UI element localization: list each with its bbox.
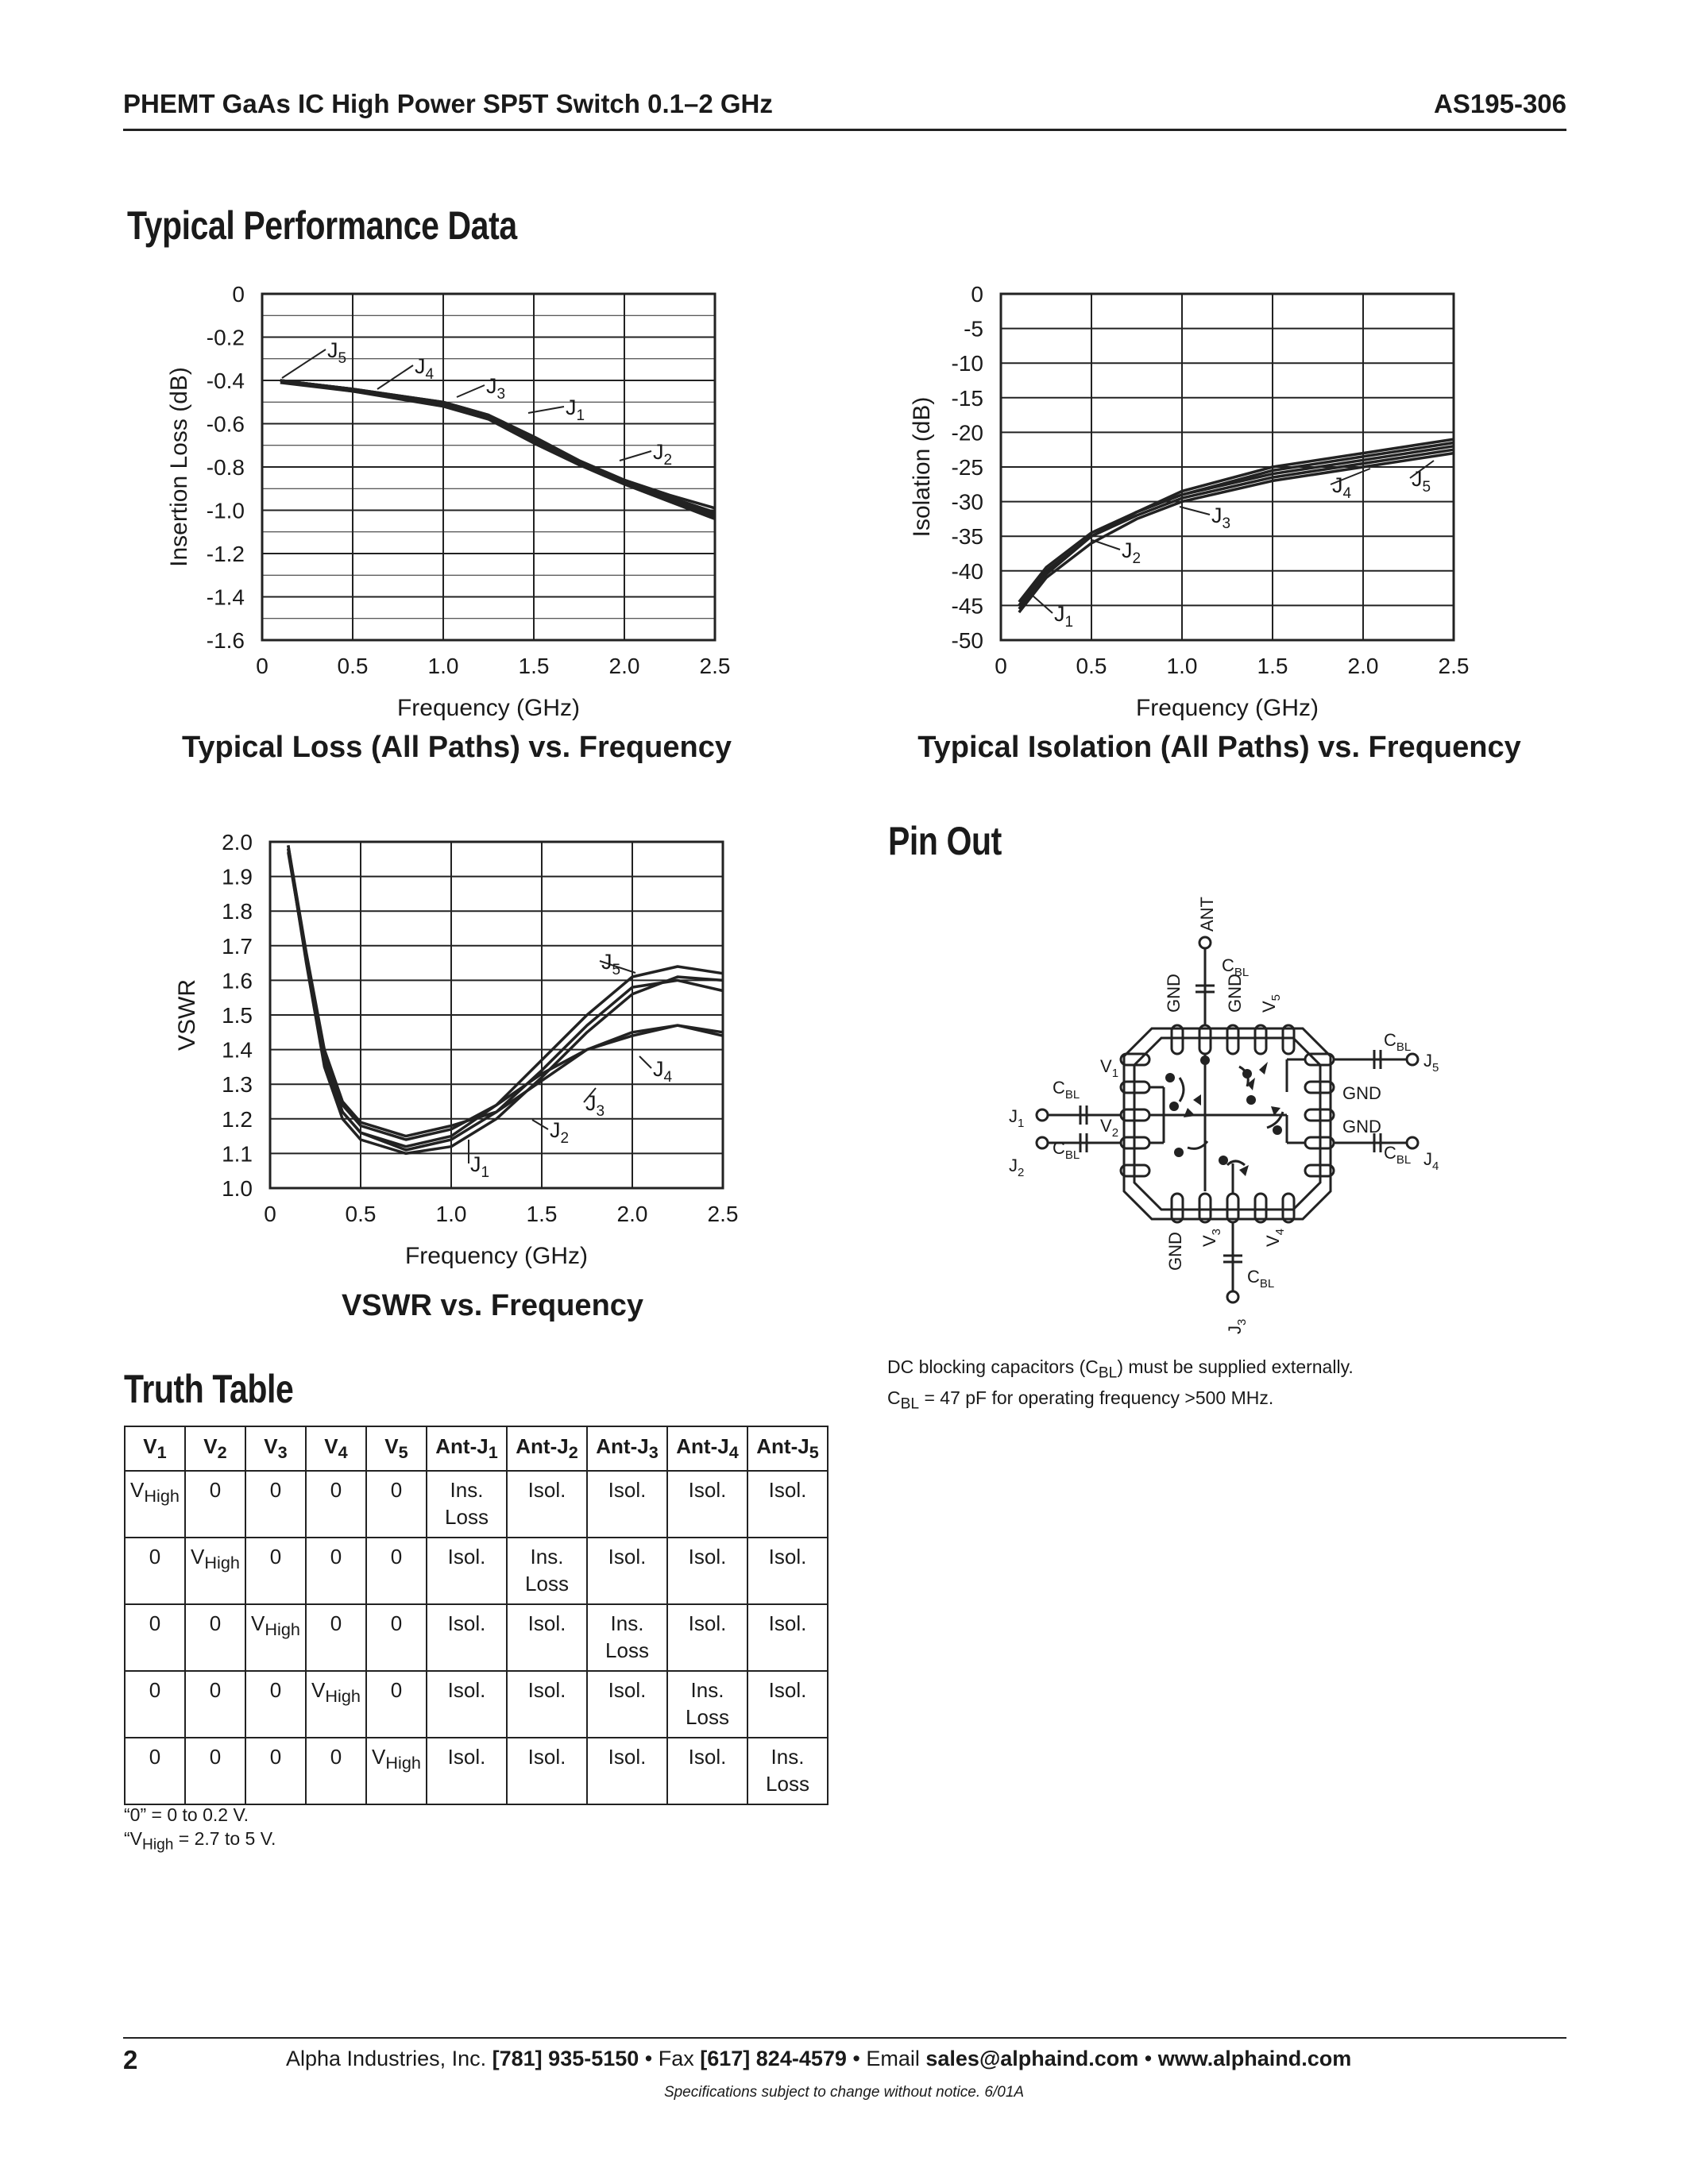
header-rule — [123, 129, 1566, 131]
callout-leader — [1033, 596, 1053, 613]
table-cell-voltage: 0 — [306, 1738, 366, 1804]
series-line-j1 — [280, 383, 715, 517]
footer-website-link[interactable]: www.alphaind.com — [1157, 2047, 1352, 2070]
table-cell-path: Isol. — [667, 1471, 747, 1538]
table-cell-voltage: 0 — [125, 1604, 185, 1671]
y-tick-label: -15 — [951, 385, 983, 411]
col-header-v5: $V_5$ — [366, 1426, 427, 1471]
vswr-chart-caption: VSWR vs. Frequency — [341, 1289, 644, 1322]
table-cell-path: Ins. Loss — [667, 1671, 747, 1738]
table-cell-voltage: $V_{High}$ — [125, 1471, 185, 1538]
y-tick-label: -45 — [951, 593, 983, 619]
table-cell-voltage: 0 — [125, 1738, 185, 1804]
page-number: 2 — [123, 2045, 138, 2074]
y-tick-label: 1.8 — [222, 899, 253, 924]
col-header-v2: $V_2$ — [185, 1426, 245, 1471]
x-tick-label: 1.0 — [435, 1202, 467, 1226]
table-cell-path: Isol. — [427, 1604, 507, 1671]
truth-table-section-title: Truth Table — [124, 1367, 294, 1411]
insertion-loss-chart-caption: Typical Loss (All Paths) vs. Frequency — [182, 731, 732, 764]
pin-label-gnd-top1: GND — [1164, 974, 1184, 1013]
table-cell-voltage: 0 — [306, 1471, 366, 1538]
table-cell-path: Isol. — [747, 1471, 828, 1538]
y-tick-label: -0.4 — [206, 369, 245, 393]
x-tick-label: 1.5 — [526, 1202, 558, 1226]
col-header-ant-j5: Ant-$J_5$ — [747, 1426, 828, 1471]
table-cell-path: Isol. — [667, 1538, 747, 1604]
x-tick-label: 0.5 — [345, 1202, 377, 1226]
table-cell-voltage: 0 — [245, 1671, 306, 1738]
pin-label-v1: $V_1$ — [1100, 1056, 1119, 1080]
y-tick-label: 0 — [971, 282, 983, 307]
pinout-section-title: Pin Out — [888, 819, 1002, 863]
table-cell-voltage: 0 — [366, 1671, 427, 1738]
table-cell-path: Isol. — [587, 1471, 667, 1538]
table-cell-voltage: 0 — [366, 1604, 427, 1671]
insertion-loss-chart — [155, 270, 759, 739]
series-callout-label: $J_1$ — [566, 396, 585, 424]
y-tick-label: 1.7 — [222, 933, 253, 959]
series-callout-label: $J_4$ — [653, 1057, 673, 1086]
x-tick-label: 0.5 — [1076, 654, 1107, 678]
truth-table — [124, 1426, 829, 1805]
isolation-chart-caption: Typical Isolation (All Paths) vs. Frequency — [917, 731, 1521, 764]
table-cell-voltage: 0 — [366, 1538, 427, 1604]
series-line-j5 — [1019, 439, 1454, 609]
table-cell-path: Isol. — [587, 1538, 667, 1604]
y-tick-label: -35 — [951, 524, 983, 550]
table-cell-voltage: 0 — [125, 1538, 185, 1604]
table-cell-path: Isol. — [427, 1538, 507, 1604]
table-row — [125, 1471, 828, 1538]
pin-label-gnd-right2: GND — [1342, 1117, 1381, 1136]
table-cell-path: Isol. — [667, 1604, 747, 1671]
pin-label-gnd-top2: GND — [1225, 974, 1245, 1013]
table-cell-path: Isol. — [587, 1671, 667, 1738]
pin-label-cbl-j5: $C_{BL}$ — [1384, 1030, 1412, 1054]
x-axis-label: Frequency (GHz) — [1135, 695, 1319, 721]
pin-label-v5: $V_5$ — [1259, 994, 1283, 1013]
table-cell-voltage: 0 — [185, 1604, 245, 1671]
table-cell-path: Isol. — [507, 1471, 587, 1538]
y-tick-label: -20 — [951, 420, 983, 446]
performance-section-title: Typical Performance Data — [127, 203, 517, 248]
series-callout-label: $J_5$ — [327, 338, 347, 367]
table-cell-path: Isol. — [587, 1738, 667, 1804]
series-callout-label: $J_3$ — [585, 1091, 605, 1120]
x-tick-label: 2.0 — [1347, 654, 1379, 678]
x-tick-label: 2.5 — [707, 1202, 739, 1226]
y-tick-label: -5 — [964, 316, 983, 341]
pinout-note — [887, 1355, 1354, 1416]
callout-leader — [377, 365, 413, 389]
table-row — [125, 1604, 828, 1671]
y-tick-label: 1.9 — [222, 864, 253, 889]
series-callout-label: $J_5$ — [601, 950, 621, 978]
y-tick-label: 2.0 — [222, 830, 253, 855]
x-tick-label: 1.5 — [1257, 654, 1288, 678]
y-tick-label: 1.0 — [222, 1176, 253, 1201]
series-callout-label: $J_2$ — [1122, 538, 1141, 567]
table-cell-path: Isol. — [507, 1671, 587, 1738]
pin-label-cbl-top: $C_{BL}$ — [1222, 955, 1250, 979]
footer-rule — [123, 2037, 1566, 2039]
series-callout-label: $J_4$ — [415, 354, 435, 383]
col-header-ant-j4: Ant-$J_4$ — [667, 1426, 747, 1471]
table-cell-path: Ins. Loss — [507, 1538, 587, 1604]
truth-table-header-row — [125, 1426, 828, 1471]
y-tick-label: -10 — [951, 351, 983, 376]
y-tick-label: 0 — [232, 282, 245, 307]
col-header-ant-j3: Ant-$J_3$ — [587, 1426, 667, 1471]
table-cell-voltage: 0 — [185, 1738, 245, 1804]
col-header-v3: $V_3$ — [245, 1426, 306, 1471]
table-cell-path: Isol. — [747, 1604, 828, 1671]
y-tick-label: -50 — [951, 628, 983, 653]
table-cell-voltage: 0 — [185, 1471, 245, 1538]
pinout-note-line2: $C_{BL} = 47$ pF for operating frequency >500 MHz. — [887, 1387, 1274, 1413]
y-tick-label: 1.3 — [222, 1072, 253, 1098]
y-tick-label: -30 — [951, 489, 983, 515]
y-tick-label: -25 — [951, 455, 983, 480]
callout-leader — [282, 349, 326, 378]
callout-leader — [1092, 540, 1120, 550]
series-callout-label: $J_5$ — [1412, 467, 1431, 496]
series-line-j5 — [288, 845, 723, 1146]
table-cell-voltage: $V_{High}$ — [306, 1671, 366, 1738]
table-cell-path: Ins. Loss — [747, 1738, 828, 1804]
callout-leader — [532, 1120, 548, 1129]
table-row — [125, 1538, 828, 1604]
pin-label-cbl-j1: $C_{BL}$ — [1053, 1078, 1080, 1102]
footer-disclaimer: Specifications subject to change without notice. 6/01A — [663, 2084, 1025, 2101]
table-cell-path: Ins. Loss — [427, 1471, 507, 1538]
truth-table-notes — [124, 1803, 276, 1858]
table-cell-path: Isol. — [507, 1604, 587, 1671]
y-tick-label: 1.1 — [222, 1141, 253, 1167]
pin-label-v4: $V_4$ — [1263, 1228, 1287, 1247]
col-header-v1: $V_1$ — [125, 1426, 185, 1471]
table-cell-path: Isol. — [747, 1538, 828, 1604]
table-cell-voltage: $V_{High}$ — [245, 1604, 306, 1671]
table-cell-voltage: $V_{High}$ — [185, 1538, 245, 1604]
callout-leader — [1180, 507, 1210, 515]
vswr-chart — [155, 826, 759, 1295]
footer-email-link[interactable]: sales@alphaind.com — [925, 2047, 1139, 2070]
series-line-j1 — [288, 849, 723, 1154]
pin-label-j5: $J_5$ — [1423, 1051, 1439, 1075]
truth-table-note-2: “$V_{High} = 2.7$ to 5 V. — [124, 1828, 276, 1854]
table-cell-voltage: 0 — [185, 1671, 245, 1738]
pinout-note-line1: DC blocking capacitors $(C_{BL})$ must be supplied externally. — [887, 1356, 1354, 1382]
y-tick-label: -1.0 — [206, 498, 245, 523]
table-cell-path: Isol. — [507, 1738, 587, 1804]
col-header-ant-j1: Ant-$J_1$ — [427, 1426, 507, 1471]
footer-phone: [781] 935-5150 — [492, 2047, 639, 2070]
pin-label-v3: $V_3$ — [1199, 1228, 1223, 1247]
col-header-ant-j2: Ant-$J_2$ — [507, 1426, 587, 1471]
table-cell-path: Isol. — [427, 1738, 507, 1804]
x-tick-label: 1.0 — [427, 654, 459, 678]
x-tick-label: 0 — [995, 654, 1007, 678]
pin-label-j1: $J_1$ — [1009, 1106, 1025, 1130]
table-cell-voltage: 0 — [306, 1604, 366, 1671]
y-axis-label: Insertion Loss (dB) — [166, 367, 192, 567]
series-line-j4 — [288, 845, 723, 1136]
table-cell-path: Isol. — [427, 1671, 507, 1738]
table-cell-voltage: 0 — [245, 1738, 306, 1804]
x-tick-label: 0 — [256, 654, 268, 678]
y-tick-label: -0.8 — [206, 455, 245, 480]
series-callout-label: $J_4$ — [1332, 473, 1352, 502]
y-axis-label: VSWR — [174, 979, 200, 1051]
y-tick-label: 1.2 — [222, 1106, 253, 1132]
series-line-j3 — [1019, 446, 1454, 602]
callout-leader — [639, 1056, 651, 1068]
x-tick-label: 2.0 — [616, 1202, 648, 1226]
table-cell-path: Ins. Loss — [587, 1604, 667, 1671]
table-cell-voltage: 0 — [306, 1538, 366, 1604]
y-tick-label: -1.4 — [206, 585, 245, 610]
y-tick-label: -40 — [951, 558, 983, 584]
x-tick-label: 2.5 — [699, 654, 731, 678]
y-tick-label: 1.5 — [222, 1003, 253, 1028]
callout-leader — [457, 385, 485, 397]
table-cell-path: Isol. — [667, 1738, 747, 1804]
table-cell-voltage: 0 — [245, 1538, 306, 1604]
x-tick-label: 0.5 — [337, 654, 369, 678]
y-tick-label: -1.6 — [206, 628, 245, 653]
pin-label-v2: $V_2$ — [1100, 1116, 1119, 1140]
pin-label-cbl-j4: $C_{BL}$ — [1384, 1143, 1412, 1167]
x-axis-label: Frequency (GHz) — [404, 1243, 589, 1269]
x-tick-label: 2.0 — [608, 654, 640, 678]
pin-label-cbl-j3: $C_{BL}$ — [1247, 1267, 1275, 1291]
part-number: AS195-306 — [1434, 89, 1566, 118]
series-callout-label: $J_2$ — [653, 440, 673, 469]
series-callout-label: $J_3$ — [486, 374, 506, 403]
pin-label-j3: $J_3$ — [1225, 1318, 1249, 1334]
table-cell-voltage: $V_{High}$ — [366, 1738, 427, 1804]
series-callout-label: $J_2$ — [550, 1118, 570, 1147]
pinout-diagram — [985, 870, 1477, 1346]
pin-label-j2: $J_2$ — [1009, 1156, 1025, 1179]
y-axis-label: Isolation (dB) — [909, 396, 935, 538]
x-tick-label: 1.5 — [518, 654, 550, 678]
y-tick-label: -0.6 — [206, 411, 245, 437]
series-callout-label: $J_1$ — [470, 1152, 490, 1181]
table-row — [125, 1738, 828, 1804]
pin-label-j4: $J_4$ — [1423, 1149, 1439, 1173]
x-tick-label: 0 — [264, 1202, 276, 1226]
y-tick-label: -0.2 — [206, 325, 245, 350]
document-title: PHEMT GaAs IC High Power SP5T Switch 0.1–2 GHz — [123, 89, 773, 118]
series-callout-label: $J_1$ — [1054, 602, 1074, 631]
truth-table-note-1: “0” = 0 to 0.2 V. — [124, 1804, 249, 1825]
pin-label-gnd-right1: GND — [1342, 1083, 1381, 1103]
pin-label-ant: ANT — [1197, 897, 1217, 932]
table-cell-voltage: 0 — [125, 1671, 185, 1738]
y-tick-label: 1.6 — [222, 968, 253, 994]
pin-label-cbl-j2: $C_{BL}$ — [1053, 1138, 1080, 1162]
footer-fax: [617] 824-4579 — [700, 2047, 847, 2070]
pin-label-gnd-bottom: GND — [1165, 1232, 1185, 1271]
table-cell-voltage: 0 — [366, 1471, 427, 1538]
table-row — [125, 1671, 828, 1738]
x-tick-label: 2.5 — [1438, 654, 1470, 678]
x-tick-label: 1.0 — [1166, 654, 1198, 678]
y-tick-label: 1.4 — [222, 1037, 253, 1063]
col-header-v4: $V_4$ — [306, 1426, 366, 1471]
table-cell-voltage: 0 — [245, 1471, 306, 1538]
x-axis-label: Frequency (GHz) — [396, 695, 581, 721]
series-callout-label: $J_3$ — [1211, 504, 1231, 532]
isolation-chart — [902, 270, 1505, 739]
footer-contact: Alpha Industries, Inc. [781] 935-5150 • Fax [617] 824-4579 • Email sales@alphaind.com • www.alphaind.com — [286, 2047, 1352, 2070]
y-tick-label: -1.2 — [206, 542, 245, 566]
table-cell-path: Isol. — [747, 1671, 828, 1738]
series-line-j2 — [1019, 450, 1454, 605]
